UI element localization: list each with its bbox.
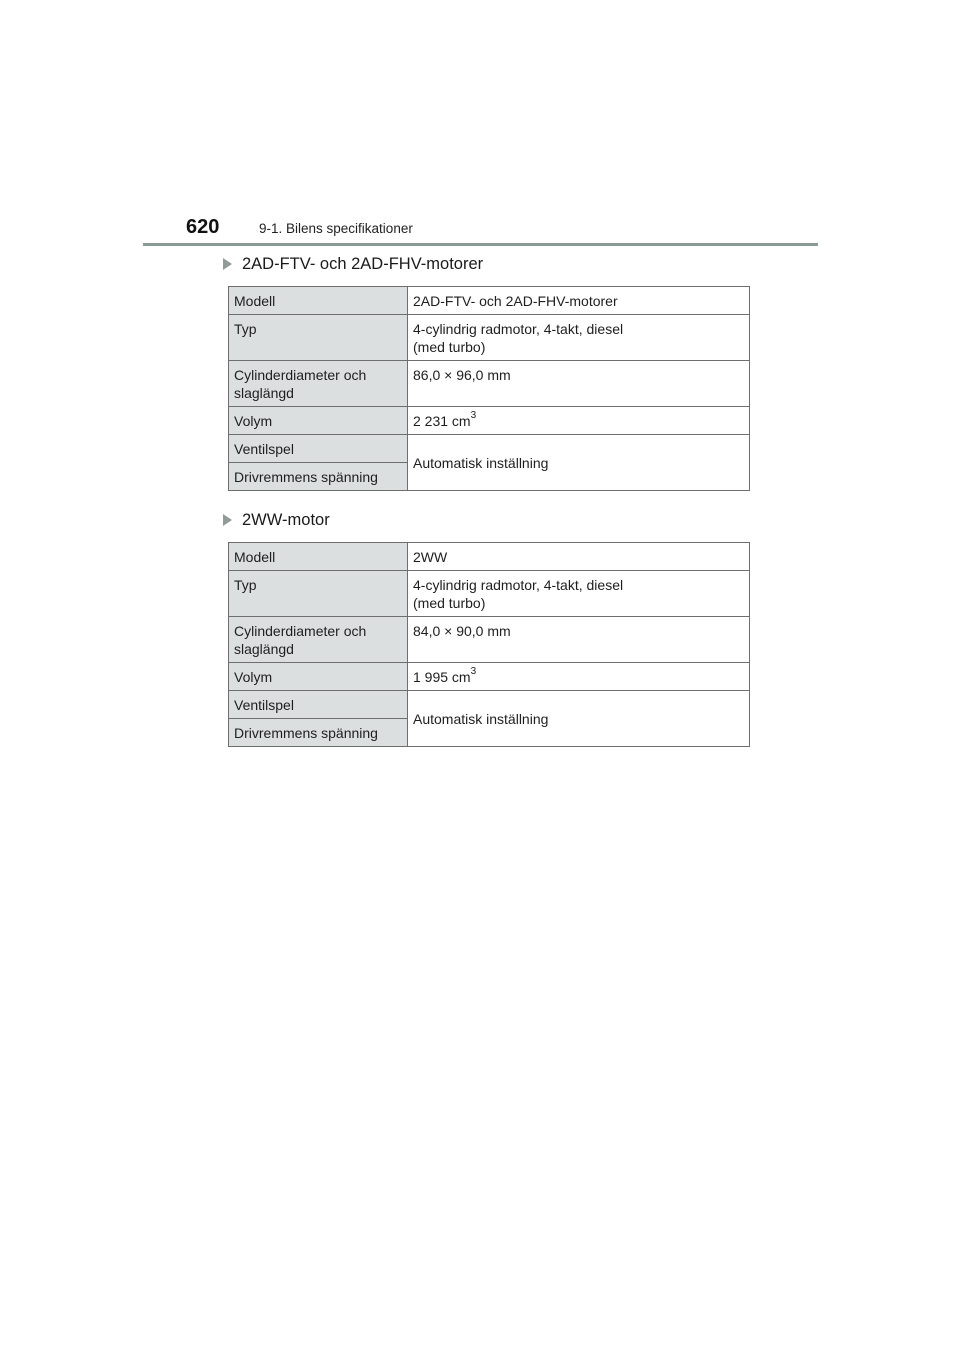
row-label [229,617,408,663]
header-divider [143,243,818,246]
row-label: Typ [229,571,408,617]
row-label: Ventilspel [229,435,408,463]
table-row [229,571,750,617]
row-label: Drivremmens spänning [229,719,408,747]
row-label: Typ [229,315,408,361]
table-row [229,691,750,719]
row-value: Automatisk inställning [408,691,750,747]
row-value [408,315,750,361]
row-label: Modell [229,543,408,571]
volume-value: 2 231 cm [413,413,471,429]
row-label [229,361,408,407]
spec-table [228,542,750,747]
section-heading [219,253,759,275]
section-2ad-engines [219,253,759,485]
volume-value: 1 995 cm [413,669,471,685]
unit-exponent: 3 [470,410,477,422]
page-number: 620 [186,216,220,238]
row-value: 2AD-FTV- och 2AD-FHV-motorer [408,287,750,315]
label-line: Cylinderdiameter och [234,367,367,383]
table-row [229,287,750,315]
section-heading [219,509,759,531]
label-line: slaglängd [234,385,294,401]
row-label: Ventilspel [229,691,408,719]
label-line: slaglängd [234,641,294,657]
triangle-right-icon [223,514,232,526]
table-row [229,361,750,407]
value-line: (med turbo) [413,595,486,611]
row-label: Drivremmens spänning [229,463,408,491]
section-2ww-engine [219,509,759,741]
value-line: 4-cylindrig radmotor, 4-takt, diesel [413,321,624,337]
unit-exponent: 3 [470,666,477,678]
triangle-right-icon [223,258,232,270]
label-line: Cylinderdiameter och [234,623,367,639]
value-line: 4-cylindrig radmotor, 4-takt, diesel [413,577,624,593]
table-row [229,407,750,435]
table-row [229,663,750,691]
row-value [408,407,750,435]
table-row [229,543,750,571]
table-row [229,617,750,663]
row-value: 2WW [408,543,750,571]
row-value: 86,0 × 96,0 mm [408,361,750,407]
row-label: Volym [229,407,408,435]
row-value [408,571,750,617]
table-row [229,315,750,361]
spec-table [228,286,750,491]
row-value: Automatisk inställning [408,435,750,491]
row-label: Volym [229,663,408,691]
page-header [0,0,960,250]
table-row [229,435,750,463]
row-value: 84,0 × 90,0 mm [408,617,750,663]
row-label: Modell [229,287,408,315]
section-heading-text: 2WW-motor [242,510,330,529]
row-value [408,663,750,691]
section-heading-text: 2AD-FTV- och 2AD-FHV-motorer [242,254,484,273]
value-line: (med turbo) [413,339,486,355]
chapter-title: 9-1. Bilens specifikationer [259,221,413,236]
